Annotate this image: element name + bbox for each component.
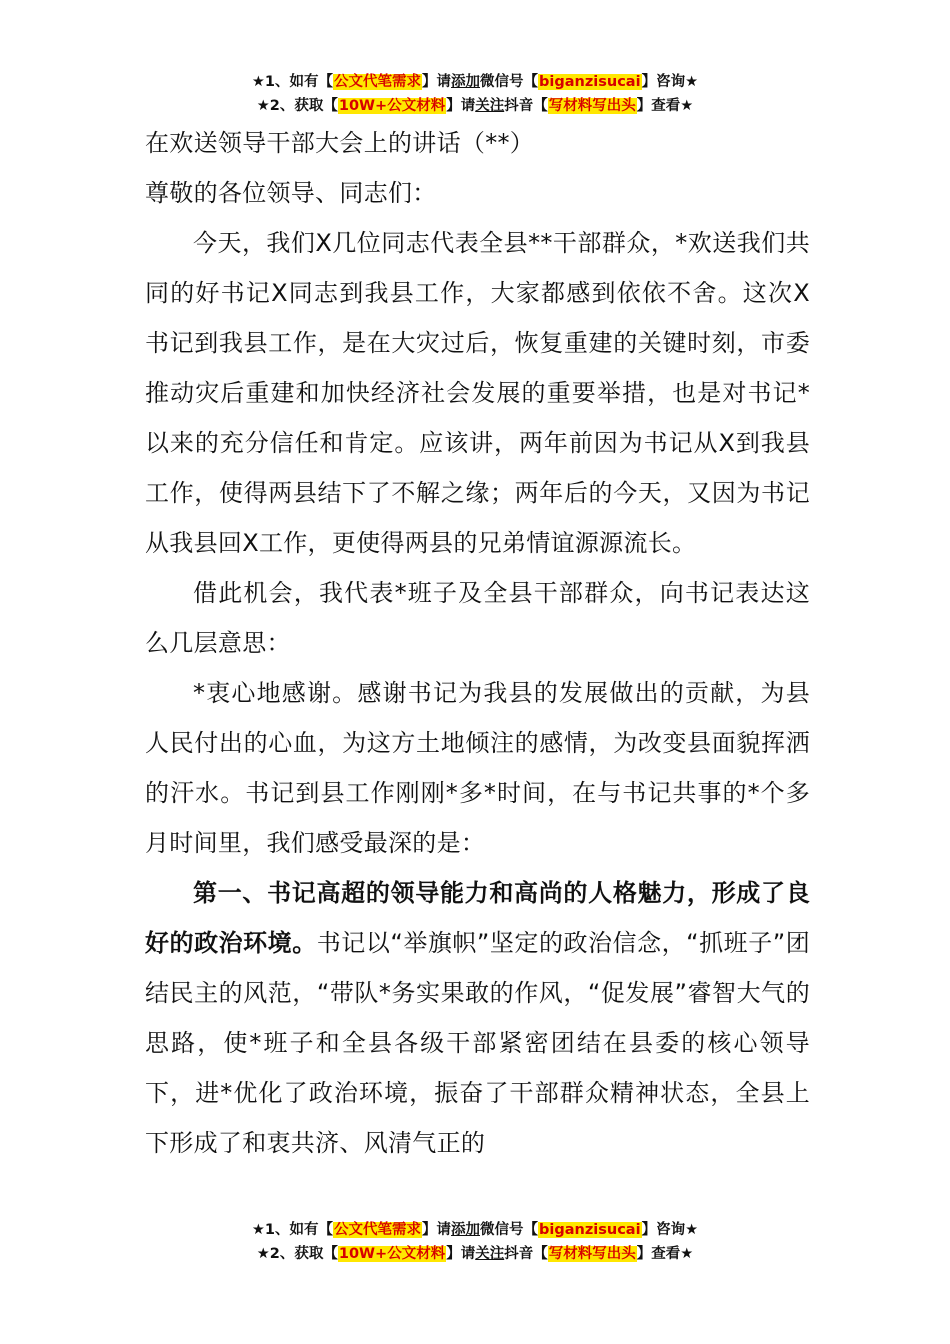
promo-text: 】请 <box>446 98 476 114</box>
promo-highlight: 10W+公文材料 <box>338 1246 446 1262</box>
promo-text: 】查看★ <box>636 98 694 114</box>
promo-highlight: 10W+公文材料 <box>338 98 446 114</box>
promo-douyin-id: 写材料写出头 <box>548 98 636 114</box>
promo-text: ★2、获取【 <box>256 1246 338 1262</box>
promo-line-1 <box>0 1218 950 1242</box>
promo-text: 】咨询★ <box>641 74 699 90</box>
promo-text: ★1、如有【 <box>251 1222 334 1238</box>
promo-underline: 添加 <box>451 74 481 90</box>
promo-text: 抖音【 <box>504 98 548 114</box>
paragraph-1: 今天，我们X几位同志代表全县**干部群众，*欢送我们共同的好书记X同志到我县工作，大家都感到依依不舍。这次X书记到我县工作，是在大灾过后，恢复重建的关键时刻，市委推动灾后重建和加快经济社会发展的重要举措，也是对书记*以来的充分信任和肯定。应该讲，两年前因为书记从X到我县工作，使得两县结下了不解之缘；两年后的今天，又因为书记从我县回X工作，更使得两县的兄弟情谊源源流长。 <box>145 229 810 557</box>
promo-text: 抖音【 <box>504 1246 548 1262</box>
document-body <box>145 118 810 1168</box>
paragraph-2: 借此机会，我代表*班子及全县干部群众，向书记表达这么几层意思： <box>145 579 810 657</box>
promo-text: ★2、获取【 <box>256 98 338 114</box>
promo-line-2 <box>0 94 950 118</box>
promo-text: 微信号【 <box>480 74 539 90</box>
promo-text: 】请 <box>422 74 452 90</box>
promo-highlight: 公文代笔需求 <box>334 74 422 90</box>
promo-text: 】请 <box>422 1222 452 1238</box>
paragraph-4-text: 书记以“举旗帜”坚定的政治信念，“抓班子”团结民主的风范，“带队*务实果敢的作风，“促发展”睿智大气的思路，使*班子和全县各级干部紧密团结在县委的核心领导下，进*优化了政治环境，振奋了干部群众精神状态，全县上下形成了和衷共济、风清气正的 <box>145 929 810 1157</box>
paragraph-4 <box>145 868 810 1168</box>
promo-wechat-id: biganzisucai <box>539 1222 641 1238</box>
promo-text: 】请 <box>446 1246 476 1262</box>
document-title: 在欢送领导干部大会上的讲话（**） <box>145 129 535 157</box>
promo-text: ★1、如有【 <box>251 74 334 90</box>
promo-wechat-id: biganzisucai <box>539 74 641 90</box>
promo-douyin-id: 写材料写出头 <box>548 1246 636 1262</box>
promo-underline: 关注 <box>475 98 505 114</box>
promo-banner-top <box>0 70 950 118</box>
promo-text: 微信号【 <box>480 1222 539 1238</box>
paragraph-3: *衷心地感谢。感谢书记为我县的发展做出的贡献，为县人民付出的心血，为这方土地倾注的感情，为改变县面貌挥洒的汗水。书记到县工作刚刚*多*时间，在与书记共事的*个多月时间里，我们感受最深的是： <box>145 679 810 857</box>
paragraph-4-heading: 第一、书记高超的领导能力和高尚的人格魅力，形成了良好的政治环境。 <box>145 879 810 957</box>
promo-text: 】查看★ <box>636 1246 694 1262</box>
salutation: 尊敬的各位领导、同志们： <box>145 179 437 207</box>
promo-line-1 <box>0 70 950 94</box>
promo-text: 】咨询★ <box>641 1222 699 1238</box>
promo-line-2 <box>0 1242 950 1266</box>
promo-underline: 添加 <box>451 1222 481 1238</box>
promo-underline: 关注 <box>475 1246 505 1262</box>
promo-highlight: 公文代笔需求 <box>334 1222 422 1238</box>
promo-banner-bottom <box>0 1218 950 1266</box>
